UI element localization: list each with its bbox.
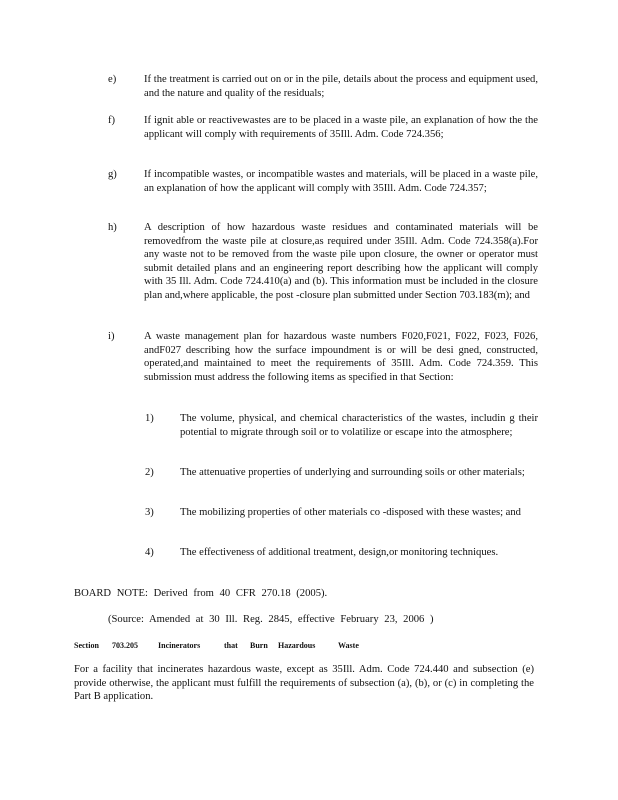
source-note: (Source: Amended at 30 Ill. Reg. 2845, effective February 23, 2006 ) [108,614,434,625]
list-item-label: i) [108,331,115,342]
list-item-text: A description of how hazardous waste residues and contaminated materials will be removedfrom the waste pile at closure,as required under 35Ill. Adm. Code 724.358(a).For any waste not to be removed from the waste pile upon closure, the owner or operator must submit detailed plans and an engineering report describing how the applicant will comply with 35 Ill. Adm. Code 724.410(a) and (b). This information must be included in the closure plan and,where applicable, the post -closure plan submitted under Section 703.183(m); and [144,222,538,301]
section-label: Section [74,641,99,650]
section-number: 703.205 [112,641,138,650]
sub-item-label: 1) [145,413,154,424]
section-heading [74,640,374,652]
list-item-text: A waste management plan for hazardous waste numbers F020,F021, F022, F023, F026, andF027 describing how the surface impoundment is or will be desi gned, constructed, operated,and maintained to meet the requirements of 35Ill. Adm. Code 724.359. This submission must address the following items as specified in that Section: [144,331,538,383]
sub-item-text: The volume, physical, and chemical characteristics of the wastes, includin g their potential to migrate through soil or to volatilize or escape into the atmosphere; [180,413,538,438]
section-body: For a facility that incinerates hazardous waste, except as 35Ill. Adm. Code 724.440 and subsection (e) provide otherwise, the applicant must fulfill the requirements of subsection (a), (b), or (c) in completing the Part B application. [74,664,534,702]
section-title-word: Hazardous [278,641,316,650]
list-item-f [108,114,538,141]
list-item-g [108,168,538,195]
list-item-label: h) [108,222,117,233]
board-note: BOARD NOTE: Derived from 40 CFR 270.18 (2005). [74,588,328,599]
sub-item-text: The mobilizing properties of other materials co -disposed with these wastes; and [180,507,521,518]
sub-item-4 [145,546,538,560]
sub-item-text: The effectiveness of additional treatment, design,or monitoring techniques. [180,547,499,558]
list-item-e [108,73,538,100]
sub-item-label: 3) [145,507,154,518]
sub-item-2 [145,466,538,480]
list-item-label: g) [108,169,117,180]
list-item-i [108,330,538,384]
list-item-h [108,221,538,302]
sub-item-3 [145,506,538,520]
list-item-label: f) [108,115,116,126]
section-title-word: that [224,641,238,650]
list-item-label: e) [108,74,117,85]
list-item-text: If ignit able or reactivewastes are to be placed in a waste pile, an explanation of how the the applicant will comply with requirements of 35Ill. Adm. Code 724.356; [144,115,538,140]
section-title-word: Burn [250,641,268,650]
sub-item-label: 2) [145,467,154,478]
section-title-word: Incinerators [158,641,201,650]
sub-item-label: 4) [145,547,154,558]
section-title-word: Waste [338,641,359,650]
list-item-text: If incompatible wastes, or incompatible wastes and materials, will be placed in a waste pile, an explanation of how the applicant will comply with 35Ill. Adm. Code 724.357; [144,169,538,194]
sub-item-text: The attenuative properties of underlying and surrounding soils or other materials; [180,467,525,478]
sub-item-1 [145,412,538,439]
list-item-text: If the treatment is carried out on or in the pile, details about the process and equipment used, and the nature and quality of the residuals; [144,74,538,99]
